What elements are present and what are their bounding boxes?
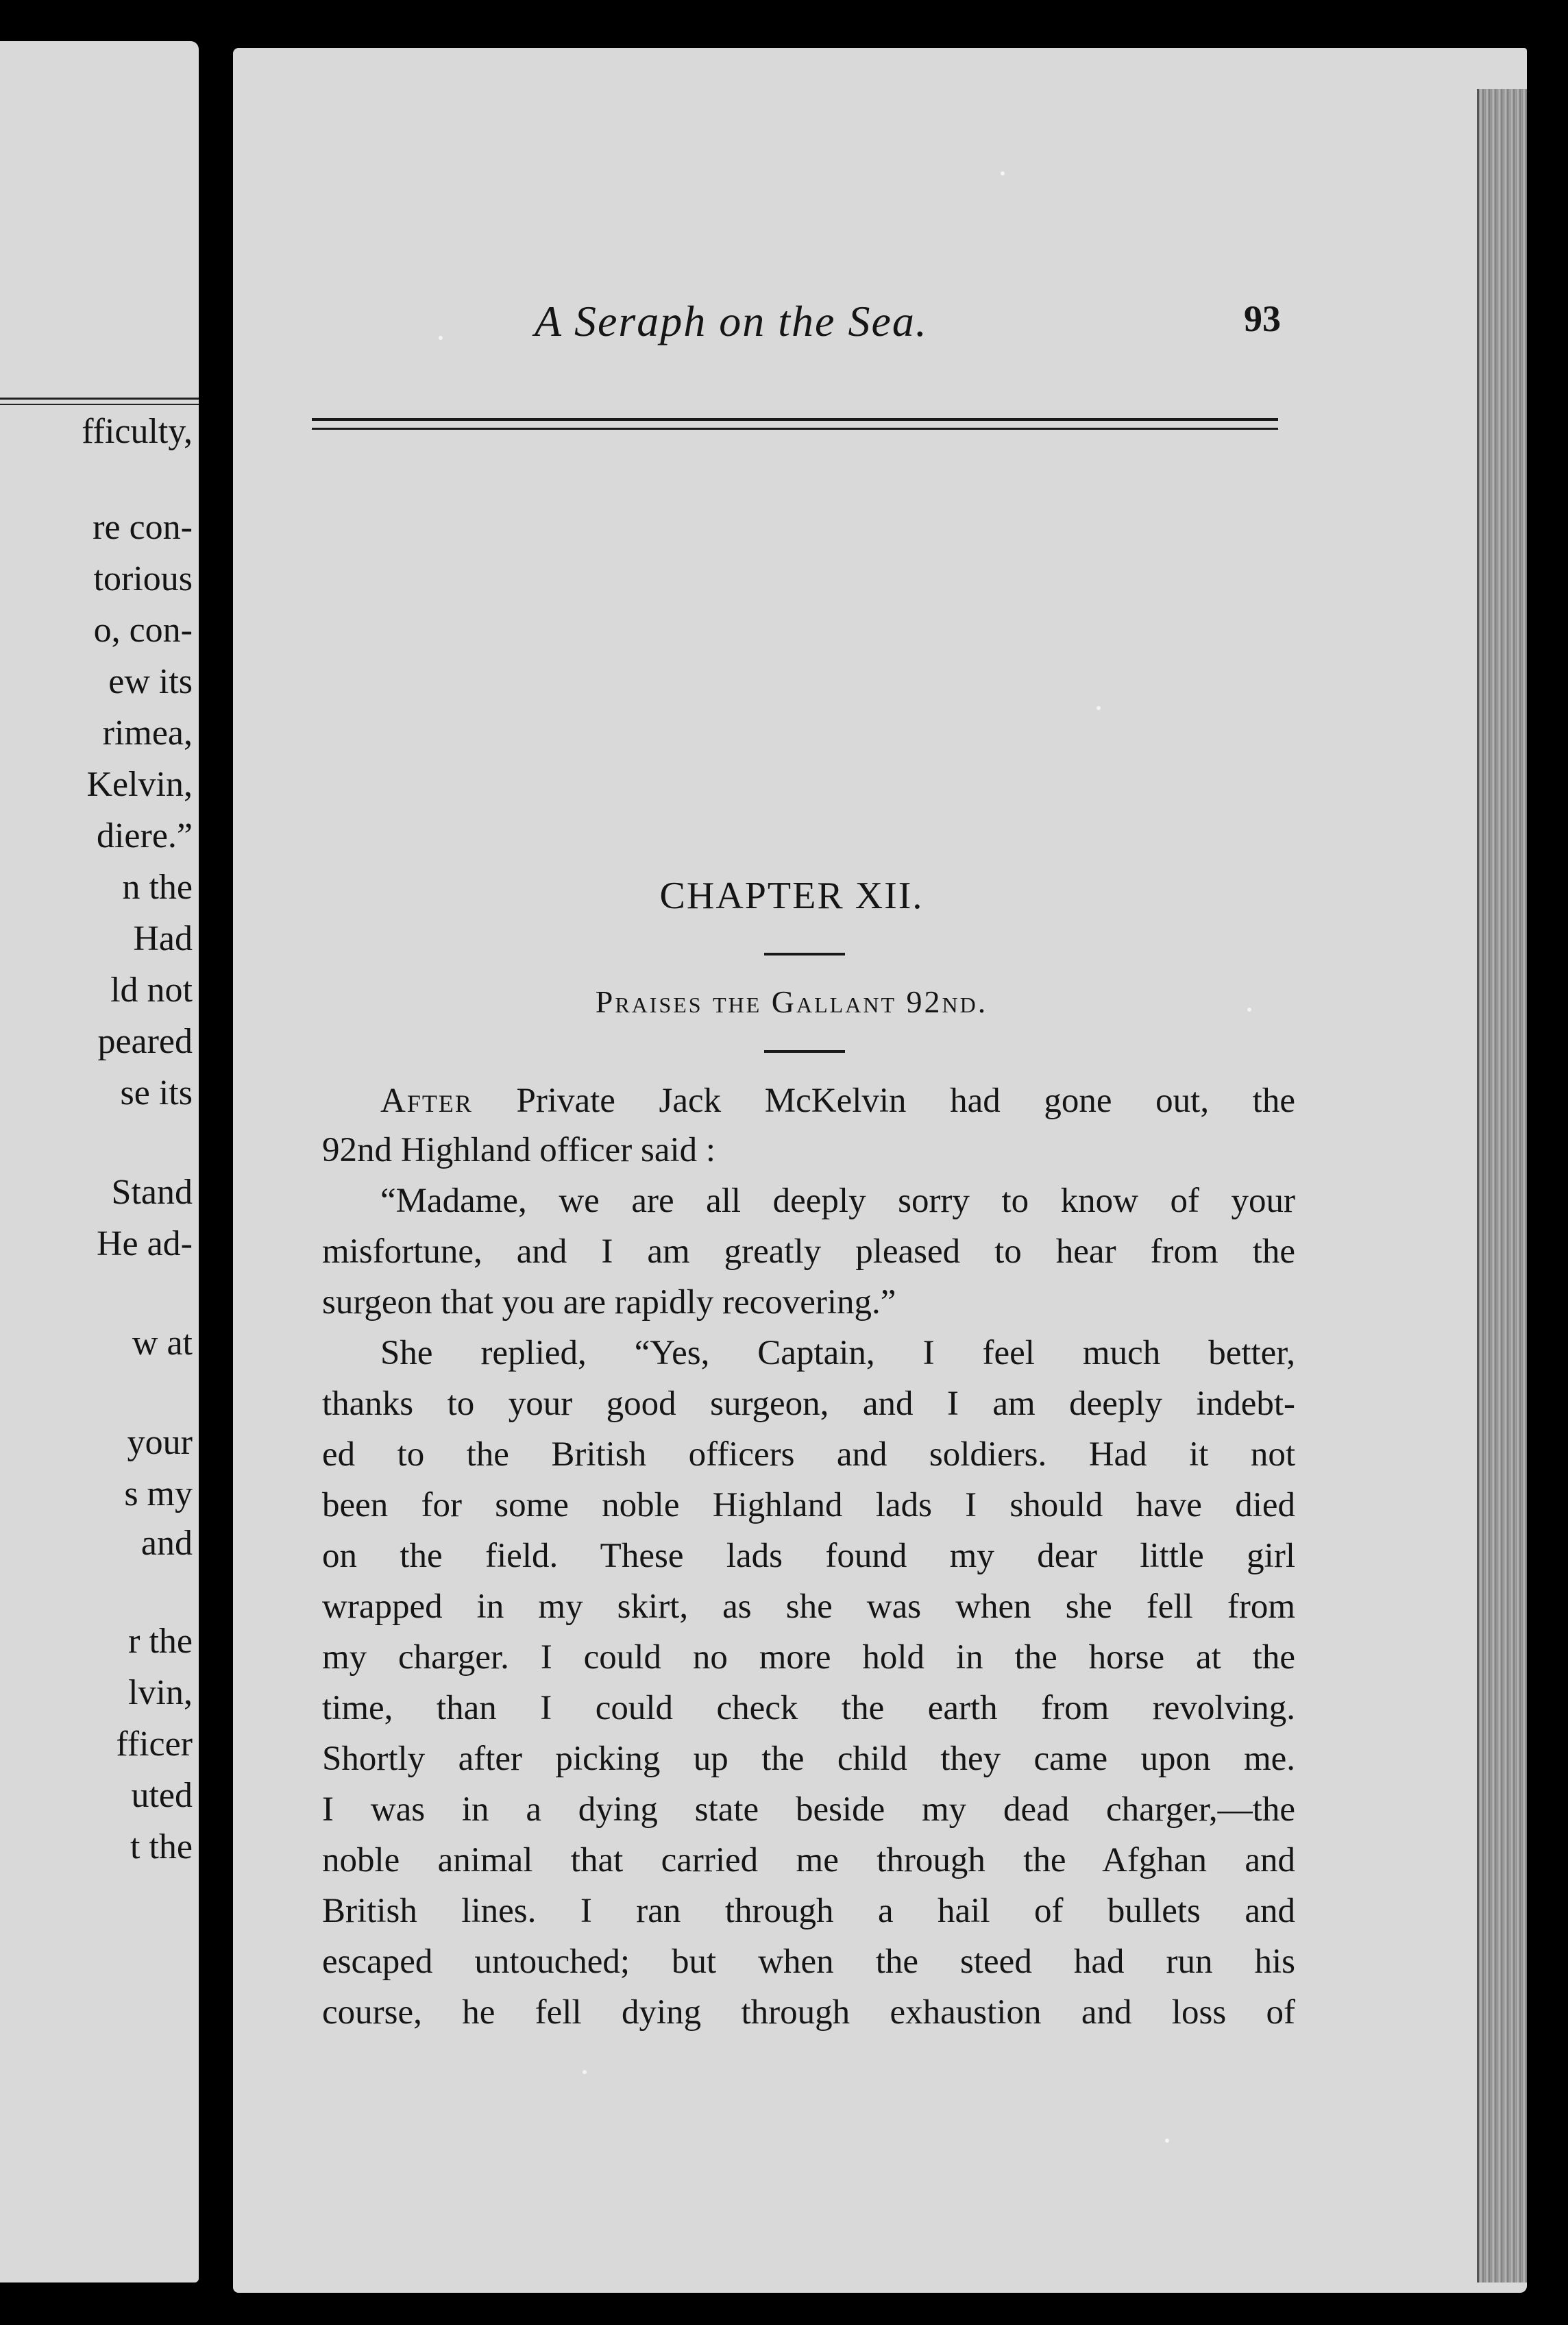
text-line: noble animal that carried me through the Afghan and [322,1841,1295,1879]
text-line: surgeon that you are rapidly recovering.” [322,1283,896,1322]
facing-page [0,41,199,2283]
facing-line: and [140,1524,193,1563]
scan-speck [1247,1008,1251,1012]
text-line: thanks to your good surgeon, and I am deeply indebt- [322,1385,1295,1423]
header-double-rule [312,418,1278,430]
facing-line: Stand [111,1173,193,1212]
facing-line: Kelvin, [86,765,193,804]
page-edges [1477,89,1527,2283]
text-line: been for some noble Highland lads I should have died [322,1486,1295,1524]
facing-line: ld not [110,971,193,1010]
scan-speck [1001,171,1005,175]
facing-line: rimea, [102,714,193,753]
facing-page-header-rule [0,398,199,405]
page-number: 93 [1244,298,1281,339]
text-line: “Madame, we are all deeply sorry to know of your [380,1182,1295,1220]
scan-speck [1165,2139,1169,2143]
facing-line: torious [93,559,193,598]
running-header [233,296,1282,358]
text-line: time, than I could check the earth from revolving. [322,1689,1295,1727]
text-line: She replied, “Yes, Captain, I feel much better, [380,1334,1295,1372]
facing-line: uted [131,1776,193,1815]
text-line: 92nd Highland officer said : [322,1131,716,1169]
text-line: on the field. These lads found my dear little girl [322,1537,1295,1575]
facing-line: He ad- [96,1224,193,1263]
facing-line: r the [128,1622,193,1661]
chapter-title: CHAPTER XII. [659,875,924,917]
facing-line: t the [130,1827,193,1866]
facing-line: diere.” [96,816,193,855]
facing-line: se its [120,1073,193,1112]
running-title: A Seraph on the Sea. [535,297,928,345]
facing-line: fficer [116,1725,193,1764]
text-line: misfortune, and I am greatly pleased to hear from the [322,1232,1295,1271]
facing-line: o, con- [93,611,193,650]
facing-line: s my [124,1474,193,1513]
facing-line: peared [97,1022,193,1061]
facing-line: n the [122,868,193,907]
facing-line: fficulty, [82,412,193,451]
facing-line: lvin, [128,1673,193,1712]
facing-line: Had [133,919,193,958]
text-line: ed to the British officers and soldiers. Had it not [322,1435,1295,1474]
scan-speck [583,2070,587,2074]
scan-speck [439,336,443,340]
chapter-subtitle: Praises the Gallant 92nd. [595,984,988,1019]
facing-line: ew its [108,662,193,701]
text-line [322,1076,1295,1125]
text-line-rest: Private Jack McKelvin had gone out, the [472,1082,1295,1120]
text-line: Shortly after picking up the child they came upon me. [322,1740,1295,1778]
facing-line: your [127,1423,193,1462]
scan-speck [1097,706,1101,710]
text-line: escaped untouched; but when the steed had run his [322,1943,1295,1981]
text-line: wrapped in my skirt, as she was when she fell from [322,1587,1295,1626]
text-line: course, he fell dying through exhaustion and loss of [322,1993,1295,2032]
facing-line: w at [132,1324,193,1363]
text-line: British lines. I ran through a hail of bullets and [322,1892,1295,1930]
book-page [233,48,1527,2293]
chapter-divider [764,953,845,955]
facing-line: re con- [93,508,193,547]
drop-word: After [380,1082,473,1120]
text-line: I was in a dying state beside my dead charger,—the [322,1790,1295,1829]
chapter-divider [764,1050,845,1053]
text-line: my charger. I could no more hold in the horse at the [322,1638,1295,1677]
